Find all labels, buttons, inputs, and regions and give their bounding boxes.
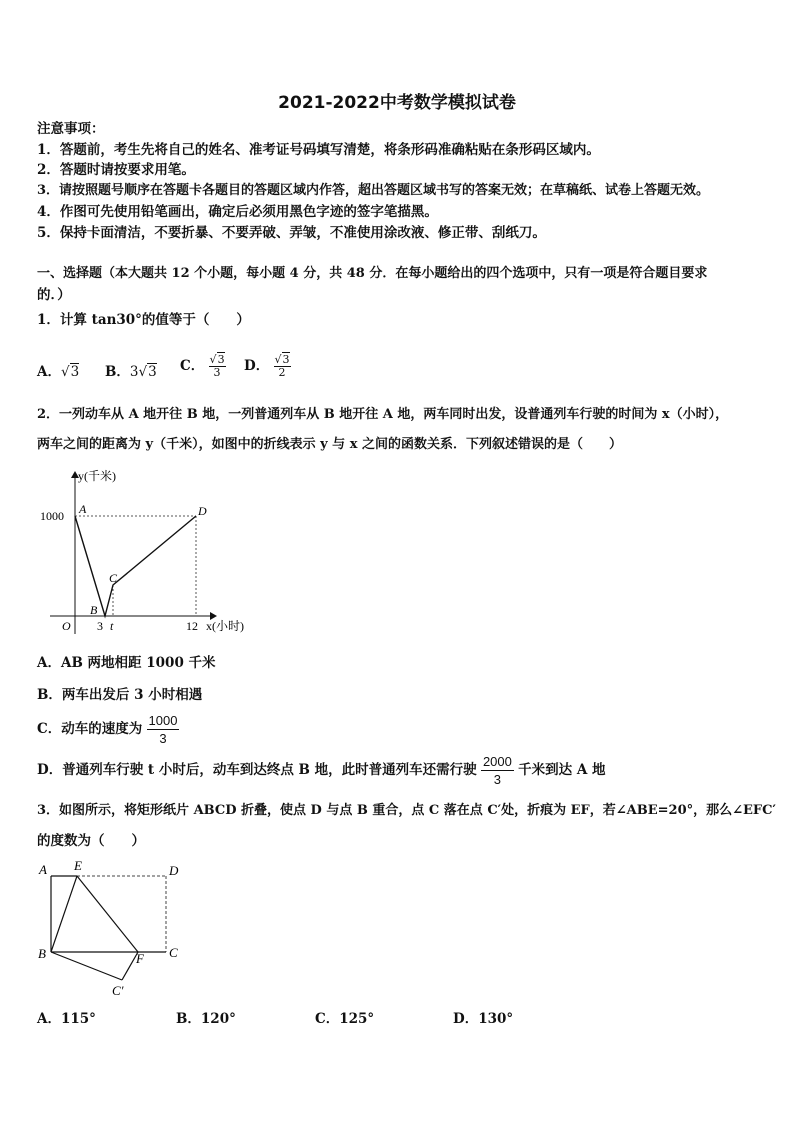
q3-option-b[interactable]: B．120°: [176, 1011, 236, 1027]
q2-option-d-prefix: D．普通列车行驶 t 小时后，动车到达终点 B 地，此时普通列车还需行驶: [37, 762, 477, 778]
q1-option-c-den: 3: [213, 366, 221, 379]
q1-option-d-den: 2: [278, 366, 286, 379]
q2-option-c-num: 1000: [148, 713, 178, 728]
segment-eb: [51, 876, 77, 952]
q1-option-d-label: D．: [244, 358, 270, 374]
q3-stem-line2: 的度数为（ ）: [37, 833, 145, 849]
q2-option-d-suffix: 千米到达 A 地: [518, 762, 606, 778]
q1-option-c-num: 3: [217, 353, 225, 366]
notice-item-4: 4．作图可先使用铅笔画出，确定后必须用黑色字迹的签字笔描黑。: [37, 204, 438, 220]
q1-option-b-label: B．: [105, 364, 130, 380]
point-b-label: B: [90, 603, 98, 617]
q2-option-c-den: 3: [159, 731, 167, 746]
sqrt-sign: √: [274, 353, 282, 366]
sqrt-sign: √: [209, 353, 217, 366]
q1-option-a-radicand: 3: [70, 364, 80, 380]
label-d: D: [169, 863, 179, 878]
section-heading-line1: 一、选择题（本大题共 12 个小题，每小题 4 分，共 48 分．在每小题给出的四个选项中，只有一项是符合题目要求: [37, 266, 708, 281]
q1-option-d-num: 3: [282, 353, 290, 366]
q2-option-d-den: 3: [493, 772, 502, 787]
y-axis-label: y(千米): [78, 469, 116, 483]
q1-option-b-radicand: 3: [148, 364, 157, 380]
q1-stem: 1．计算 tan30°的值等于（ ）: [37, 312, 250, 328]
x-tick-12: 12: [186, 619, 198, 633]
q1-option-c-label: C．: [180, 358, 205, 374]
y-tick-1000: 1000: [40, 509, 64, 523]
section-heading-line2: 的．）: [37, 287, 71, 303]
label-b: B: [38, 946, 46, 961]
point-d-label: D: [198, 504, 207, 518]
q2-option-a[interactable]: A．AB 两地相距 1000 千米: [37, 655, 216, 671]
x-tick-3: 3: [97, 619, 103, 633]
q1-option-b-coef: 3: [129, 364, 139, 380]
page-title: 2021-2022中考数学模拟试卷: [278, 93, 516, 113]
notice-item-3: 3．请按照题号顺序在答题卡各题目的答题区域内作答，超出答题区域书写的答案无效；在草稿纸、试卷上答题无效。: [37, 183, 710, 198]
label-e: E: [74, 858, 82, 873]
segment-ef-crease: [77, 876, 138, 952]
q2-option-b[interactable]: B．两车出发后 3 小时相遇: [37, 687, 203, 703]
sqrt-sign: √: [60, 364, 70, 380]
q1-option-a-label: A．: [37, 364, 61, 380]
q2-option-d-num: 2000: [482, 754, 512, 769]
x-tick-t: t: [110, 619, 114, 633]
q2-stem-line1: 2．一列动车从 A 地开往 B 地，一列普通列车从 B 地开往 A 地，两车同时出发，设普通列车行驶的时间为 x（小时），: [37, 407, 729, 422]
sqrt-sign: √: [138, 364, 148, 380]
label-f: F: [136, 951, 144, 966]
point-a-label: A: [79, 502, 87, 516]
q3-stem-line1: 3．如图所示，将矩形纸片 ABCD 折叠，使点 D 与点 B 重合，点 C 落在点 C′处，折痕为 EF，若∠ABE=20°，那么∠EFC′: [37, 803, 776, 818]
notice-heading: 注意事项：: [37, 121, 105, 137]
label-c-prime: C′: [112, 983, 124, 998]
segment-bc-prime: [51, 952, 122, 980]
q2-option-c-prefix: C．动车的速度为: [37, 721, 143, 737]
q3-option-c[interactable]: C．125°: [315, 1011, 375, 1027]
q3-option-d[interactable]: D．130°: [453, 1011, 514, 1027]
origin-label: O: [62, 619, 71, 633]
notice-item-1: 1．答题前，考生先将自己的姓名、准考证号码填写清楚，将条形码准确粘贴在条形码区域内。: [37, 142, 600, 158]
point-c-label: C: [109, 571, 118, 585]
label-a: A: [39, 862, 47, 877]
q2-stem-line2: 两车之间的距离为 y（千米），如图中的折线表示 y 与 x 之间的函数关系．下列叙述错误的是（ ）: [37, 437, 622, 452]
notice-item-5: 5．保持卡面清洁，不要折暴、不要弄破、弄皱，不准使用涂改液、修正带、刮纸刀。: [37, 225, 546, 241]
q3-option-a[interactable]: A．115°: [37, 1011, 96, 1027]
label-c: C: [169, 945, 178, 960]
notice-item-2: 2．答题时请按要求用笔。: [37, 162, 195, 178]
x-axis-label: x(小时): [206, 619, 244, 633]
